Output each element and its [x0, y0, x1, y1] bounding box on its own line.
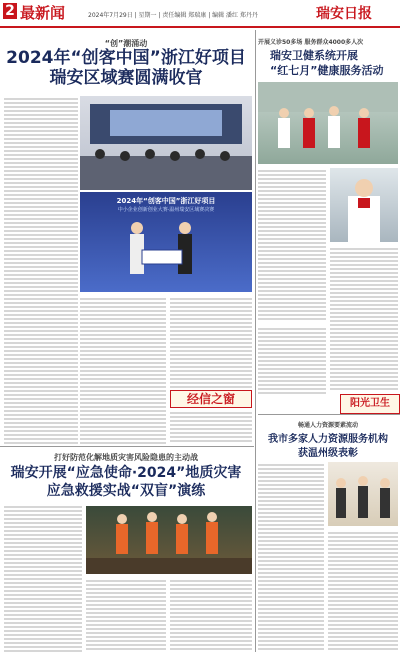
photo-rescue-drill: [86, 506, 252, 574]
award-presenters-illustration: [80, 214, 252, 292]
photo-health-service: [258, 82, 398, 164]
right-top-title-line1: 瑞安卫健系统开展: [270, 49, 358, 62]
lead-body-text-2: [80, 296, 166, 444]
section-title: 最新闻: [20, 4, 66, 22]
column-divider: [255, 30, 256, 652]
event-hall-illustration: [80, 96, 252, 190]
talent-title-line1: 我市多家人力资源服务机构: [268, 434, 388, 445]
drill-body-text-2: [86, 578, 166, 652]
jingxin-label: 经信之窗: [170, 390, 252, 408]
drill-title-line2: 应急救援实战“双盲”演练: [46, 483, 206, 499]
right-body-text-2: [330, 246, 398, 390]
award-ceremony-illustration: [328, 462, 398, 526]
dateline: 2024年7月29日 | 星期一 | 责任编辑 郑瑞康 | 编辑 潘红 郑丹丹: [88, 12, 258, 19]
photo-doctor: [330, 168, 398, 242]
drill-body-text-3: [170, 578, 252, 652]
stage-banner-line2: 中小企业创新创业大赛·温州瑞安区域赛决赛: [117, 207, 215, 213]
lead-body-text-4: [170, 410, 252, 444]
yangguang-label: 阳光卫生: [340, 394, 400, 414]
drill-kicker: 打好防范化解地质灾害风险隐患的主动战: [54, 453, 198, 462]
lead-kicker: “创”潮涌动: [104, 39, 148, 48]
newspaper-logo: 瑞安日报: [316, 6, 372, 22]
talent-body-text-2: [328, 530, 398, 652]
divider: [0, 446, 254, 447]
stage-banner-line1: 2024年“创客中国”浙江好项目: [116, 197, 216, 205]
photo-award-stage: [80, 192, 252, 292]
talent-body-text: [258, 462, 324, 652]
clinic-crowd-illustration: [258, 82, 398, 164]
lead-body-text-3: [170, 296, 252, 388]
right-body-text: [258, 168, 326, 322]
doctor-illustration: [330, 168, 398, 242]
lead-title-line1: 2024年“创客中国”浙江好项目: [6, 48, 246, 68]
lead-title-line2: 瑞安区域赛圆满收官: [49, 68, 203, 88]
right-body-text-3: [258, 326, 326, 394]
rescue-team-illustration: [86, 506, 252, 574]
talent-kicker: 畅通人力资源要素流动: [297, 422, 358, 429]
page-number: 2: [3, 3, 17, 19]
lead-body-text: [4, 96, 78, 444]
drill-body-text: [4, 504, 82, 652]
photo-award-ceremony: [328, 462, 398, 526]
talent-title-line2: 获温州级表彰: [298, 448, 358, 459]
right-top-title-line2: “红七月”健康服务活动: [270, 64, 384, 77]
right-top-kicker: 开展义诊50多场 服务群众4000多人次: [258, 39, 364, 46]
photo-event-hall: [80, 96, 252, 190]
divider-right: [258, 414, 400, 415]
drill-title-line1: 瑞安开展“应急使命·2024”地质灾害: [10, 465, 242, 481]
